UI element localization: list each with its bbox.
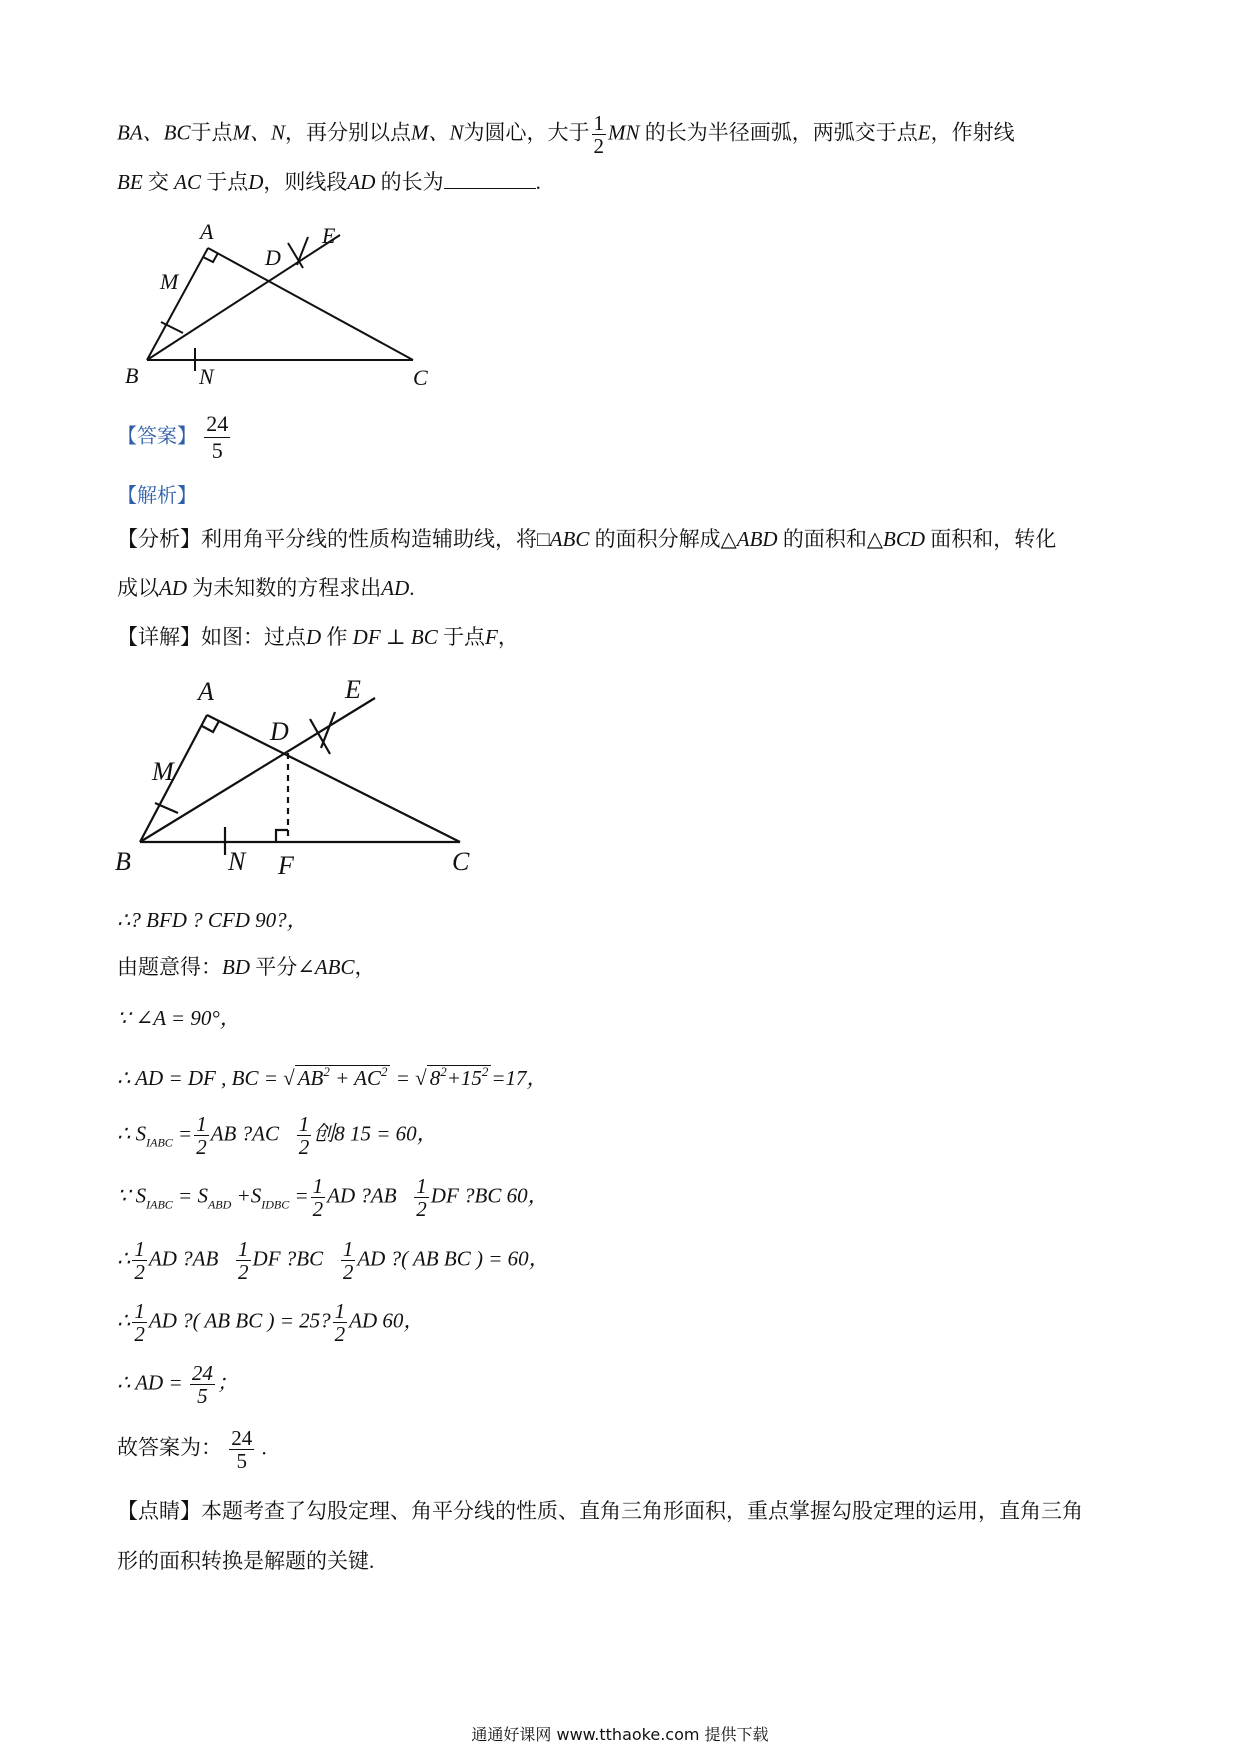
q-ba-bc: BA、BC [117, 120, 191, 145]
step-text: ∴ S [117, 1121, 147, 1146]
q-mn: M、N [232, 120, 285, 145]
q-text: 交 [147, 170, 169, 194]
fenxi-sym: △BCD [866, 527, 925, 551]
step-text: + AC [335, 1066, 381, 1090]
analysis-heading [117, 481, 197, 509]
fraction-half: $\frac{1}{2}$ [298, 1112, 310, 1159]
step-text: ∴ AD = [117, 1370, 183, 1395]
fraction-half: $\frac{1}{2}$ [134, 1237, 145, 1284]
label-b: B [125, 363, 139, 388]
step-angle: ∠ABC [297, 955, 355, 979]
step-sub: ΙABC [146, 1135, 173, 1150]
label-b: B [115, 847, 131, 876]
q-text: 于点 [190, 120, 233, 145]
xiangjie-tag: 【详解】 [117, 625, 201, 649]
answer-den: 5 [211, 438, 223, 463]
final-answer [117, 1427, 267, 1472]
fraction-24-5: $\frac{24}{5}$ [231, 1426, 253, 1473]
fenxi-line-1 [117, 525, 1056, 553]
fenxi-text: 成以 [117, 576, 159, 600]
side-ab [147, 248, 208, 360]
step-2 [117, 953, 376, 981]
fraction-half: $\frac{1}{2}$ [334, 1299, 346, 1346]
step-text: AD ?( AB BC ) = 25? [148, 1308, 331, 1333]
step-text: =17， [491, 1066, 548, 1090]
q-be: BE [117, 170, 143, 194]
q-text: ，作射线 [930, 120, 1015, 145]
step-7 [117, 1238, 550, 1283]
answer-line [117, 411, 232, 464]
arc-e2 [297, 237, 308, 265]
dianjing-tag: 【点睛】 [117, 1499, 201, 1523]
fraction-half: $\frac{1}{2}$ [312, 1174, 324, 1221]
label-a: A [200, 219, 214, 244]
step-text: ； [216, 1370, 238, 1395]
fraction-half: $\frac{1}{2}$ [342, 1237, 354, 1284]
step-3: ∵ ∠A = 90°， [117, 1006, 241, 1030]
step-text: DF ?BC 60， [430, 1183, 549, 1208]
xj-f: F [485, 625, 498, 649]
right-angle-mark-f [276, 830, 288, 842]
step-text: ∵ S [117, 1183, 147, 1208]
q-text: 于点 [206, 170, 249, 194]
step-text: = [178, 1121, 193, 1146]
step-text: 8 [429, 1066, 441, 1090]
q-ad: AD [347, 170, 376, 194]
label-f: F [278, 851, 294, 880]
fraction-half [592, 112, 607, 157]
label-n: N [228, 847, 246, 876]
dj-text: 形的面积转换是解题的关键. [117, 1549, 375, 1573]
step-text: ， [354, 955, 376, 979]
final-text: . [261, 1435, 267, 1460]
right-angle-mark [202, 721, 219, 732]
step-8 [117, 1300, 424, 1345]
step-sub: ΙABC [146, 1197, 173, 1212]
side-ac [208, 248, 413, 360]
fenxi-line-2 [117, 574, 415, 602]
label-m: M [152, 757, 174, 786]
xj-d: D [306, 625, 322, 649]
step-9 [117, 1362, 238, 1407]
label-n: N [199, 364, 214, 389]
fraction-half: $\frac{1}{2}$ [196, 1112, 207, 1159]
step-text: = [294, 1183, 309, 1208]
triangle-figure-1 [115, 215, 445, 390]
step-text: DF ?BC [252, 1246, 324, 1271]
fenxi-tag: 【分析】 [117, 527, 201, 551]
step-5 [117, 1113, 438, 1158]
xj-text: 作 [326, 625, 348, 649]
q-mn2: M、N [411, 120, 464, 145]
page-footer: 通通好课网 www.tthaoke.com 提供下载 [471, 1725, 769, 1744]
frac-den: 2 [593, 134, 604, 158]
step-4: ∴ AD = DF , BC = √ $AB^2 + AC^2$ = √ $8^2+15^2 =17$， [117, 1064, 548, 1090]
fenxi-ad: AD [159, 576, 187, 600]
fraction-half: $\frac{1}{2}$ [134, 1299, 145, 1346]
xiangjie-line [117, 623, 519, 651]
answer-tag: 【答案】 [117, 423, 197, 448]
label-d: D [270, 717, 289, 746]
dianjing-line-2 [117, 1547, 374, 1575]
step-sub: ABD [207, 1197, 232, 1212]
dianjing-line-1 [117, 1497, 1083, 1525]
step-text: = [395, 1066, 410, 1090]
step-text: 平分 [255, 955, 298, 979]
ray-be [147, 235, 340, 360]
answer-num: 24 [206, 411, 229, 436]
label-e: E [345, 675, 361, 704]
q-text: 的长为 [380, 170, 444, 194]
xj-expr: DF ⊥ BC [352, 625, 438, 649]
fraction-half: $\frac{1}{2}$ [416, 1174, 427, 1221]
q-mn-seg: MN [608, 120, 640, 145]
step-text: +15 [446, 1066, 482, 1090]
fenxi-sym: △ABD [720, 527, 778, 551]
question-line-2 [117, 168, 541, 196]
ray-be [140, 698, 375, 842]
step-bd: BD [222, 955, 250, 979]
question-line-1 [117, 112, 1015, 157]
q-text: ，则线段 [263, 170, 348, 194]
dj-text: 本题考查了勾股定理、角平分线的性质、直角三角形面积，重点掌握勾股定理的运用，直角三角 [201, 1499, 1083, 1523]
fenxi-ad: AD [381, 576, 410, 600]
label-d: D [265, 245, 281, 270]
fenxi-text: . [409, 576, 415, 600]
fenxi-text: 为未知数的方程求出 [192, 576, 382, 600]
triangle-figure-2 [110, 670, 490, 885]
step-text: 创8 15 = 60， [313, 1121, 438, 1146]
step-text: AB ?AC [210, 1121, 279, 1146]
q-text: 的长为半径画弧，两弧交于点 [644, 120, 918, 145]
step-1: ∴? BFD ? CFD 90?， [117, 908, 308, 932]
q-text: 为圆心，大于 [463, 120, 590, 145]
step-text: AB [297, 1066, 324, 1090]
step-text: AD ?AB [148, 1246, 219, 1271]
answer-blank [444, 170, 536, 189]
fenxi-sym: □ABC [537, 527, 590, 551]
fenxi-text: 利用角平分线的性质构造辅助线，将 [201, 527, 537, 551]
fenxi-text: 的面积和 [782, 527, 867, 551]
fenxi-text: 面积和，转化 [930, 527, 1057, 551]
fraction-half: $\frac{1}{2}$ [238, 1237, 249, 1284]
label-a: A [198, 677, 214, 706]
fraction-24-5: $\frac{24}{5}$ [191, 1361, 213, 1408]
sqrt-1: $AB^2 + AC^2$ [295, 1065, 391, 1090]
q-ac: AC [174, 170, 201, 194]
step-text: AD ?AB [327, 1183, 397, 1208]
label-m: M [160, 269, 179, 294]
xj-text: ， [497, 625, 519, 649]
step-text: ∴ AD = DF , BC = [117, 1066, 278, 1090]
label-c: C [452, 847, 470, 876]
step-text: 由题意得： [117, 955, 222, 979]
frac-num: 1 [593, 111, 604, 135]
step-text: AD 60， [349, 1308, 425, 1333]
q-e: E [917, 120, 931, 145]
q-text: ，再分别以点 [285, 120, 411, 145]
step-text: = S [178, 1183, 208, 1208]
final-text: 故答案为： [117, 1435, 222, 1460]
label-e: E [322, 223, 336, 248]
label-c: C [413, 365, 428, 390]
xj-text: 如图：过点 [201, 625, 306, 649]
q-d: D [248, 170, 264, 194]
q-text: . [535, 170, 541, 194]
step-text: ∴ [117, 1246, 131, 1271]
step-text: ∴ [117, 1308, 131, 1333]
step-text: AD ?( AB BC ) = 60， [357, 1246, 550, 1271]
sqrt-2: $8^2+15^2$ [427, 1065, 492, 1090]
step-sub: ΙDBC [261, 1197, 290, 1212]
fenxi-text: 的面积分解成 [594, 527, 721, 551]
answer-fraction [204, 411, 230, 464]
analysis-tag: 【解析】 [117, 483, 197, 507]
xj-text: 于点 [443, 625, 485, 649]
step-6 [117, 1175, 549, 1220]
step-text: +S [236, 1183, 262, 1208]
